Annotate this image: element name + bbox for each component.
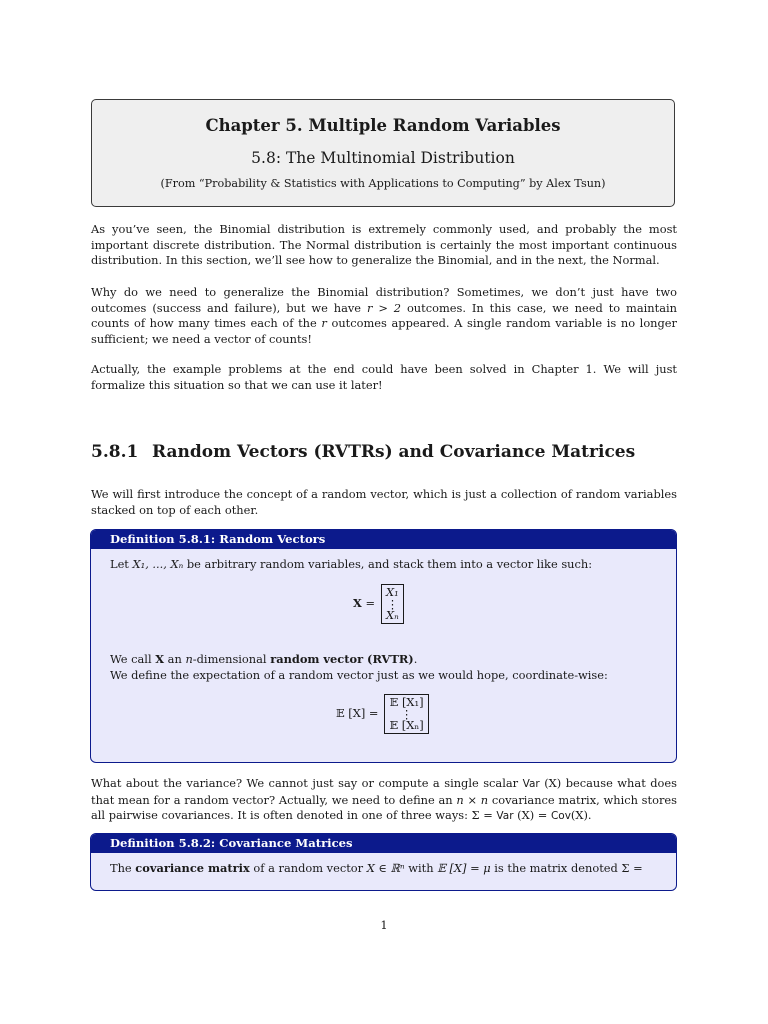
- equation-lhs: 𝔼 [X] =: [336, 706, 379, 721]
- motivation-paragraph: Why do we need to generalize the Binomial distribution? Sometimes, we don’t just have two outcomes (success and failure), but we have r > 2 outcomes. In this case, we need to maintain counts of how many times each of the r outcomes appeared. A single random variable is no longer sufficient; we need a vector of counts!: [91, 285, 677, 346]
- section-number: 5.8.1: [91, 442, 139, 462]
- random-vector-equation: [353, 584, 404, 624]
- source-note: (From “Probability & Statistics with Applications to Computing” by Alex Tsun): [160, 177, 606, 190]
- definition-covariance-matrices: [90, 833, 677, 891]
- definition-header: Definition 5.8.2: Covariance Matrices: [91, 834, 676, 853]
- expectation-equation: [336, 694, 429, 734]
- column-vector: 𝔼 [X₁] ⋮ 𝔼 [Xₙ]: [384, 694, 428, 734]
- definition-text: We call X an n-dimensional random vector (RVTR).: [110, 652, 418, 666]
- definition-text: We define the expectation of a random vector just as we would hope, coordinate-wise:: [110, 668, 608, 682]
- random-vector-intro-paragraph: We will first introduce the concept of a random vector, which is just a collection of random variables stacked on top of each other.: [91, 487, 677, 517]
- definition-header: Definition 5.8.1: Random Vectors: [91, 530, 676, 549]
- intro-paragraph: As you’ve seen, the Binomial distribution is extremely commonly used, and probably the most important discrete distribution. The Normal distribution is certainly the most important continuous distribution. In this section, we’ll see how to generalize the Binomial, and in the next, the Normal.: [91, 222, 677, 268]
- section-heading: [91, 441, 677, 463]
- section-title: Random Vectors (RVTRs) and Covariance Matrices: [152, 442, 636, 462]
- column-vector: X₁ ⋮ Xₙ: [381, 584, 404, 624]
- definition-text: Let X₁, ..., Xₙ be arbitrary random variables, and stack them into a vector like such:: [110, 557, 593, 571]
- chapter-title: Chapter 5. Multiple Random Variables: [205, 116, 561, 135]
- formalize-paragraph: Actually, the example problems at the end could have been solved in Chapter 1. We will just formalize this situation so that we can use it later!: [91, 362, 677, 392]
- definition-text: The covariance matrix of a random vector X ∈ ℝⁿ with 𝔼 [X] = μ is the matrix denoted Σ =: [110, 861, 643, 875]
- page-number: 1: [380, 918, 388, 932]
- section-subtitle: 5.8: The Multinomial Distribution: [251, 149, 515, 167]
- chapter-header-box: [91, 99, 675, 207]
- definition-random-vectors: [90, 529, 677, 763]
- variance-paragraph: What about the variance? We cannot just say or compute a single scalar Var (X) because what does that mean for a random vector? Actually, we need to define an n × n covariance matrix, which stores all pairwise covariances. It is often denoted in one of three ways: Σ = Var (X) = Cov(X).: [91, 776, 677, 823]
- equation-lhs: X =: [353, 596, 376, 611]
